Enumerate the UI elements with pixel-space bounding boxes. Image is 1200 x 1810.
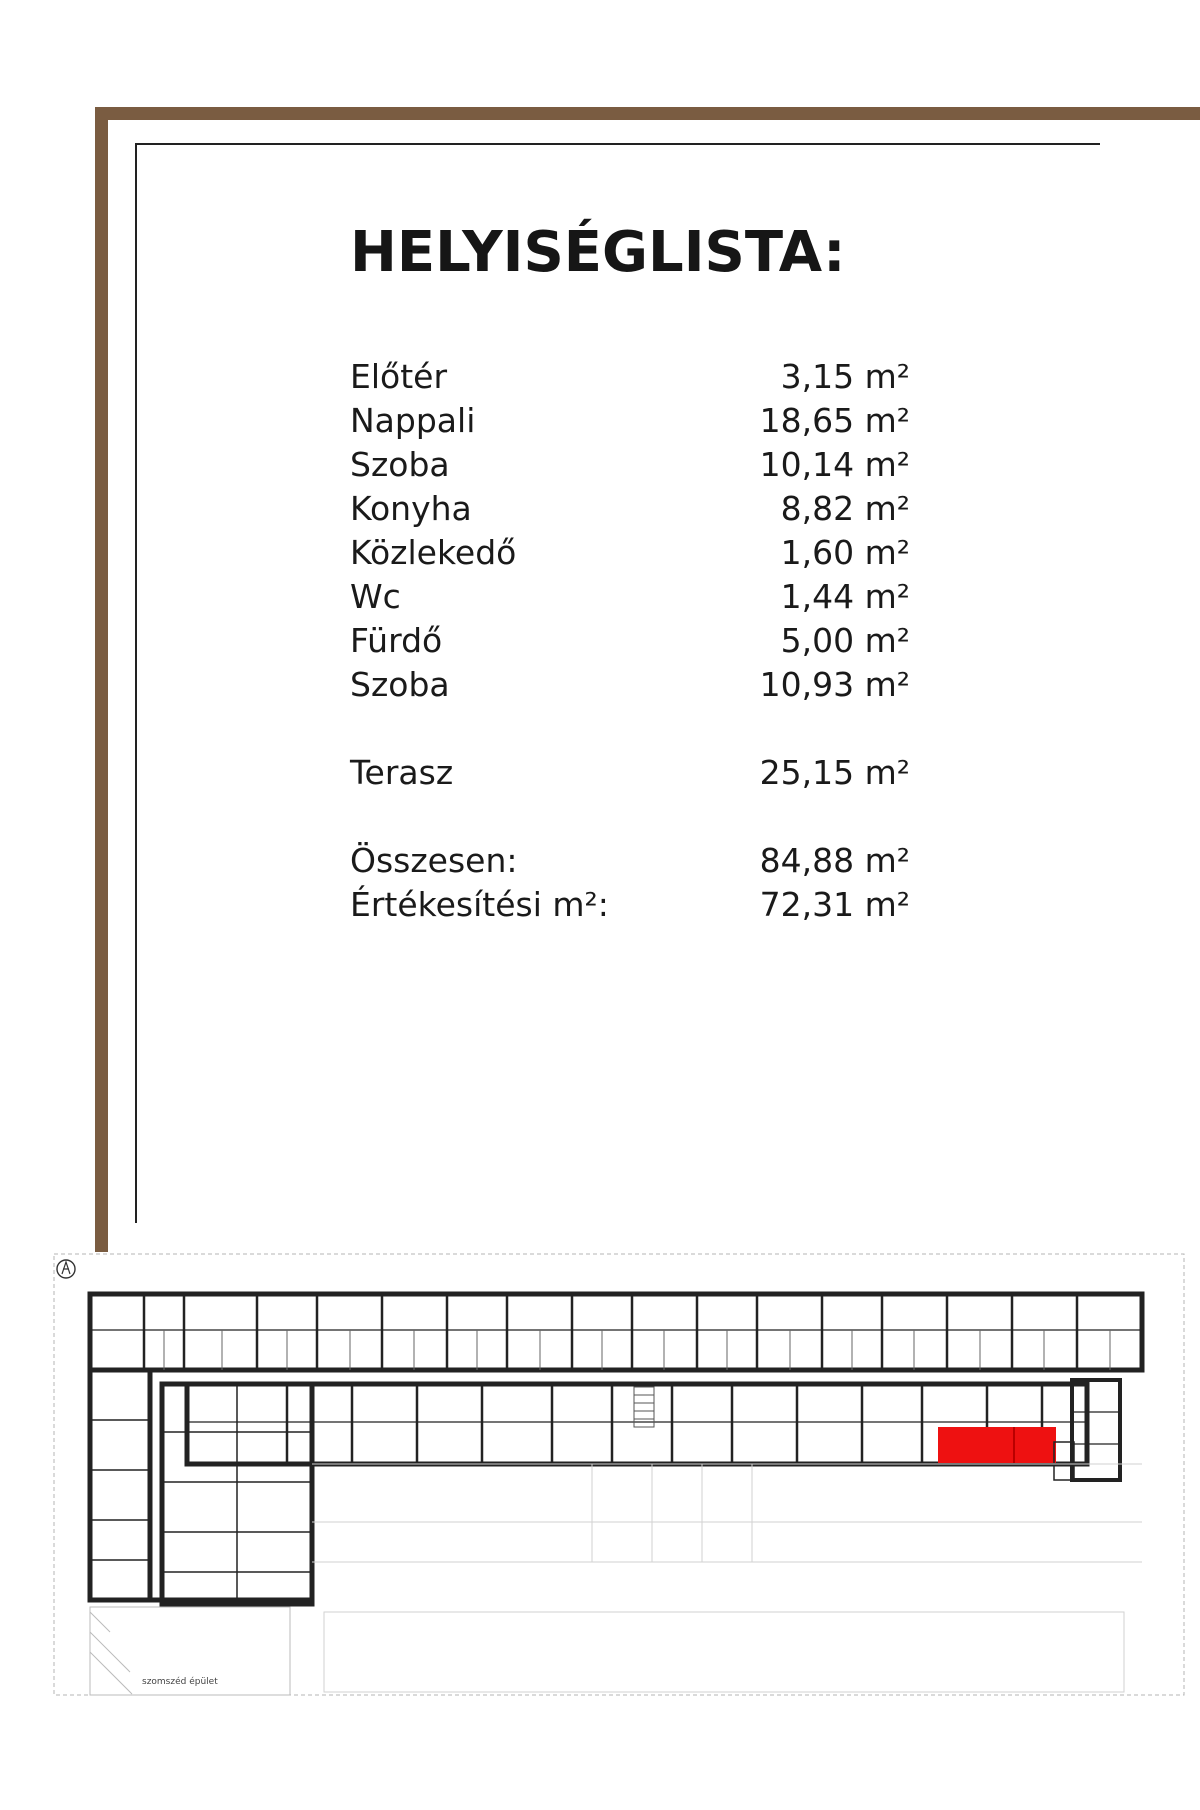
sales-area-name: Értékesítési m²: (350, 885, 609, 924)
inner-border-left (135, 143, 137, 1223)
frame-top-bar (95, 107, 1200, 120)
room-area: 10,14 m² (759, 445, 910, 484)
room-row (350, 575, 910, 619)
inner-border-top (135, 143, 1100, 145)
room-name: Fürdő (350, 621, 443, 660)
terrace-name: Terasz (350, 753, 454, 792)
room-row (350, 399, 910, 443)
room-row (350, 487, 910, 531)
room-row (350, 531, 910, 575)
room-row (350, 663, 910, 707)
terrace-row (350, 751, 910, 795)
room-area: 8,82 m² (780, 489, 910, 528)
courtyard-lines (312, 1464, 1142, 1692)
total-name: Összesen: (350, 841, 518, 880)
room-row (350, 443, 910, 487)
site-boundary (54, 1254, 1184, 1695)
floor-plan-drawing (52, 1252, 1186, 1697)
room-row (350, 619, 910, 663)
room-area: 1,44 m² (780, 577, 910, 616)
north-wing (90, 1294, 1142, 1370)
room-row (350, 355, 910, 399)
room-name: Előtér (350, 357, 448, 396)
spacer (350, 707, 910, 751)
room-name: Konyha (350, 489, 472, 528)
room-area: 3,15 m² (780, 357, 910, 396)
total-row (350, 839, 910, 883)
sales-area-value: 72,31 m² (759, 885, 910, 924)
room-area: 10,93 m² (759, 665, 910, 704)
room-name: Közlekedő (350, 533, 517, 572)
neighbour-label: szomszéd épület (142, 1677, 218, 1687)
terrace-area: 25,15 m² (759, 753, 910, 792)
room-name: Szoba (350, 665, 450, 704)
room-name: Wc (350, 577, 401, 616)
floor-plan (52, 1252, 1186, 1697)
west-wing (90, 1370, 312, 1604)
highlighted-apartment (938, 1427, 1056, 1463)
sales-area-row (350, 883, 910, 927)
page-title: HELYISÉGLISTA: (350, 220, 846, 285)
total-area: 84,88 m² (759, 841, 910, 880)
room-area: 18,65 m² (759, 401, 910, 440)
spacer (350, 795, 910, 839)
frame-left-bar (95, 107, 108, 1252)
north-arrow-icon (57, 1260, 75, 1278)
room-area: 1,60 m² (780, 533, 910, 572)
room-name: Nappali (350, 401, 476, 440)
room-list (350, 355, 910, 927)
room-name: Szoba (350, 445, 450, 484)
room-area: 5,00 m² (780, 621, 910, 660)
